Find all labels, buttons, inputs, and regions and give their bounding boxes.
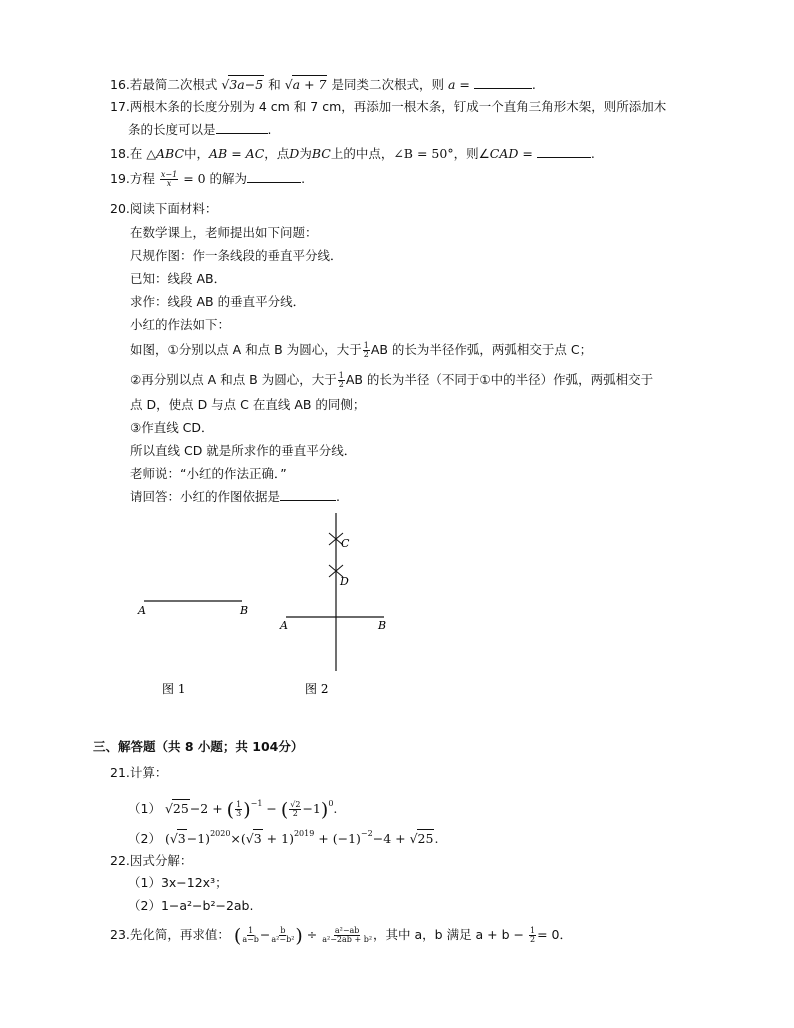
section-3-title: 三、解答题（共 8 小题；共 104分）: [93, 739, 304, 754]
question-22: 22.因式分解：: [110, 853, 193, 868]
question-17-cont: 条的长度可以是 .: [128, 122, 272, 137]
question-18: 18.在 △ABC中，AB = AC，点D为BC上的中点，∠B = 50°，则∠CAD = .: [110, 146, 595, 161]
fraction-half: $\frac{1}{2}$: [338, 371, 344, 389]
fraction: $\frac{x-1}{x}$: [160, 170, 178, 188]
answer-blank-17[interactable]: [216, 121, 268, 134]
label-d: D: [340, 575, 349, 588]
q20-p9: ③作直线 CD．: [130, 420, 214, 435]
question-16: 16.若最简二次根式 √3a−5 和 √a + 7 是同类二次根式，则 a = .: [110, 77, 536, 92]
answer-blank-20[interactable]: [280, 488, 336, 501]
q20-p1: 在数学课上，老师提出如下问题：: [130, 225, 318, 240]
label-a-fig2: A: [280, 619, 288, 632]
question-20: 20.阅读下面材料：: [110, 201, 218, 216]
question-19: 19.方程 $\frac{x-1}{x}$ = 0 的解为 .: [110, 170, 306, 188]
question-21: 21.计算：: [110, 765, 168, 780]
caption-fig2: 图 2: [305, 682, 329, 696]
figure-2: [279, 513, 386, 696]
q21-part-2: （2） $(√3-1)^{2020}\times(√3 + 1)^{2019} + (-1)^{-2}-4 + √25$.: [128, 829, 439, 846]
answer-blank-18[interactable]: [537, 145, 591, 158]
question-23: 23.先化简，再求值： ( $\frac{1}{a-b}$ − $\frac{b}{\text{a²−b²}}$ ) ÷ $\frac{\text{a²−ab}}{\text{a²−2ab + b²}}$ ，其中 a，b 满足 a + b − $\frac{1}{2}$ = 0．: [110, 925, 572, 947]
label-c: C: [341, 537, 350, 550]
q20-p5: 小红的作法如下：: [130, 317, 231, 332]
q20-p10: 所以直线 CD 就是所求作的垂直平分线．: [130, 443, 357, 458]
answer-blank-19[interactable]: [247, 170, 301, 183]
q22-part-1: （1）3x−12x³；: [128, 875, 228, 890]
question-17: 17.两根木条的长度分别为 4 cm 和 7 cm，再添加一根木条，钉成一个直角三角形木架，则所添加木: [110, 99, 667, 114]
construction-figures: [130, 505, 410, 705]
fraction-half: $\frac{1}{2}$: [363, 341, 369, 359]
caption-fig1: 图 1: [162, 682, 186, 696]
q22-part-2: （2）1−a²−b²−2ab.: [128, 898, 254, 913]
q21-part-1: （1） √25−2 + ( $\frac{1}{3}$ )$^{-1}$ − ( $\frac{√2}{2}$ −1)$^0$.: [128, 799, 338, 821]
label-b-fig2: B: [378, 619, 387, 632]
answer-blank-16[interactable]: [474, 76, 532, 89]
q20-p3: 已知：线段 AB．: [130, 271, 227, 286]
q20-p7: ②再分别以点 A 和点 B 为圆心，大于 $\frac{1}{2}$ AB 的长为半径（不同于①中的半径）作弧，两弧相交于: [130, 371, 654, 389]
label-b-fig1: B: [240, 604, 249, 617]
figure-1: [137, 601, 248, 696]
q20-p6: 如图，①分别以点 A 和点 B 为圆心，大于 $\frac{1}{2}$ AB 的长为半径作弧，两弧相交于点 C；: [130, 341, 593, 359]
q20-p11: 老师说：“小红的作法正确．”: [130, 466, 287, 481]
q20-p4: 求作：线段 AB 的垂直平分线．: [130, 294, 306, 309]
label-a-fig1: A: [138, 604, 146, 617]
q20-p2: 尺规作图：作一条线段的垂直平分线．: [130, 248, 343, 263]
q20-p12: 请回答：小红的作图依据是 .: [130, 489, 340, 504]
q20-p8: 点 D，使点 D 与点 C 在直线 AB 的同侧；: [130, 397, 366, 412]
